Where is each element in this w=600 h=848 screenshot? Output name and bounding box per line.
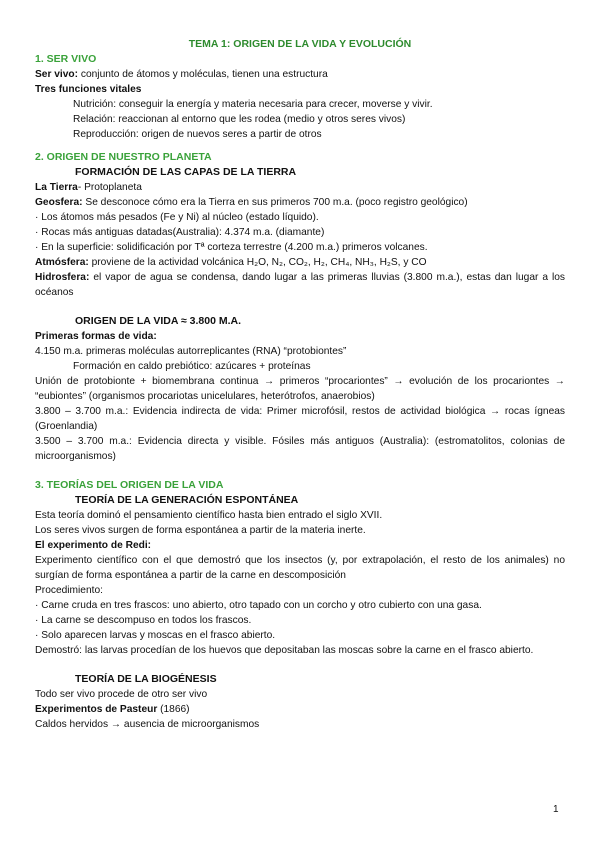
procedimiento-item: · Carne cruda en tres frascos: uno abierto, otro tapado con un corcho y otro cubierto con una gasa. xyxy=(35,600,482,611)
ser-vivo-label: Ser vivo: xyxy=(35,69,79,80)
pasteur-label: Experimentos de Pasteur xyxy=(35,704,158,715)
procedimiento-label: Procedimiento: xyxy=(35,585,103,596)
spacer xyxy=(35,142,565,150)
tierra-label: La Tierra xyxy=(35,182,78,193)
function-relacion: Relación: reaccionan al entorno que les rodea (medio y otros seres vivos) xyxy=(73,114,406,125)
geosfera-label: Geosfera: xyxy=(35,197,83,208)
hidrosfera-paragraph xyxy=(35,270,565,300)
generacion-line-1: Esta teoría dominó el pensamiento científico hasta bien entrado el siglo XVII. xyxy=(35,510,383,521)
subheading-origen-vida: ORIGEN DE LA VIDA ≈ 3.800 M.A. xyxy=(75,315,242,327)
geosfera-item: · En la superficie: solidificación por Tª corteza terrestre (4.200 m.a.) primeros volcanes. xyxy=(35,242,428,253)
evidence-indirect-paragraph: 3.800 – 3.700 m.a.: Evidencia indirecta de vida: Primer microfósil, restos de actividad biológica → rocas ígneas (Groenlandia) xyxy=(35,406,565,432)
ser-vivo-text: conjunto de átomos y moléculas, tienen una estructura xyxy=(78,69,328,80)
primeras-formas-line: 4.150 m.a. primeras moléculas autorreplicantes (RNA) “protobiontes” xyxy=(35,346,347,357)
atmosfera-line xyxy=(35,255,565,270)
hidrosfera-text: el vapor de agua se condensa, dando lugar a las primeras lluvias (3.800 m.a.), estas dan lugar a los océanos xyxy=(35,272,565,298)
atmosfera-text: proviene de la actividad volcánica H₂O, N₂, CO₂, H₂, CH₄, NH₃, H₂S, y CO xyxy=(88,257,427,268)
redi-paragraph: Experimento científico con el que demostró que los insectos (y, por extrapolación, el resto de los animales) no surgían de forma espontánea a partir de la carne en descomposición xyxy=(35,555,565,581)
page-number: 1 xyxy=(553,804,559,815)
procedimiento-item: · Solo aparecen larvas y moscas en el frasco abierto. xyxy=(35,630,276,641)
redi-heading: El experimento de Redi: xyxy=(35,540,152,551)
generacion-line-2: Los seres vivos surgen de forma espontánea a partir de la materia inerte. xyxy=(35,525,366,536)
pasteur-line xyxy=(35,702,565,717)
geosfera-text: Se desconoce cómo era la Tierra en sus primeros 700 m.a. (poco registro geológico) xyxy=(82,197,468,208)
section-1-heading: 1. SER VIVO xyxy=(35,53,97,65)
caldo-prebiotico-line: Formación en caldo prebiótico: azúcares + proteínas xyxy=(73,361,311,372)
atmosfera-label: Atmósfera: xyxy=(35,257,89,268)
function-nutricion: Nutrición: conseguir la energía y materia necesaria para crecer, moverse y vivir. xyxy=(73,99,433,110)
tierra-text: - Protoplaneta xyxy=(77,182,142,193)
procedimiento-item: · La carne se descompuso en todos los frascos. xyxy=(35,615,252,626)
spacer xyxy=(35,464,565,478)
function-reproduccion: Reproducción: origen de nuevos seres a partir de otros xyxy=(73,129,322,140)
spacer xyxy=(35,658,565,672)
document-page xyxy=(35,37,565,732)
pasteur-year: (1866) xyxy=(157,704,190,715)
subheading-capas: FORMACIÓN DE LAS CAPAS DE LA TIERRA xyxy=(75,166,297,178)
subheading-biogenesis: TEORÍA DE LA BIOGÉNESIS xyxy=(75,673,217,685)
geosfera-item: · Rocas más antiguas datadas(Australia): 4.374 m.a. (diamante) xyxy=(35,227,325,238)
geosfera-item: · Los átomos más pesados (Fe y Ni) al núcleo (estado líquido). xyxy=(35,212,319,223)
evidence-direct-paragraph: 3.500 – 3.700 m.a.: Evidencia directa y visible. Fósiles más antiguos (Australia): (estromatolitos, colonias de microorganismos) xyxy=(35,436,565,462)
functions-heading: Tres funciones vitales xyxy=(35,84,142,95)
section-2-heading: 2. ORIGEN DE NUESTRO PLANETA xyxy=(35,151,212,163)
union-paragraph: Unión de protobionte + biomembrana continua → primeros “procariontes” → evolución de los procariontes → “eubiontes” (organismos procariotas unicelulares, heterótrofos, anaerobios) xyxy=(35,376,565,402)
document-title: TEMA 1: ORIGEN DE LA VIDA Y EVOLUCIÓN xyxy=(188,38,412,50)
caldos-line: Caldos hervidos → ausencia de microorganismos xyxy=(35,719,260,730)
primeras-formas-heading: Primeras formas de vida: xyxy=(35,331,157,342)
demostro-paragraph: Demostró: las larvas procedían de los huevos que depositaban las moscas sobre la carne en el frasco abierto. xyxy=(35,645,534,656)
section-3-heading: 3. TEORÍAS DEL ORIGEN DE LA VIDA xyxy=(35,479,224,491)
hidrosfera-label: Hidrosfera: xyxy=(35,272,90,283)
biogenesis-line: Todo ser vivo procede de otro ser vivo xyxy=(35,689,208,700)
tierra-line xyxy=(35,180,565,195)
subheading-generacion-espontanea: TEORÍA DE LA GENERACIÓN ESPONTÁNEA xyxy=(75,494,299,506)
ser-vivo-definition xyxy=(35,67,565,82)
geosfera-line xyxy=(35,195,565,210)
spacer xyxy=(35,300,565,314)
